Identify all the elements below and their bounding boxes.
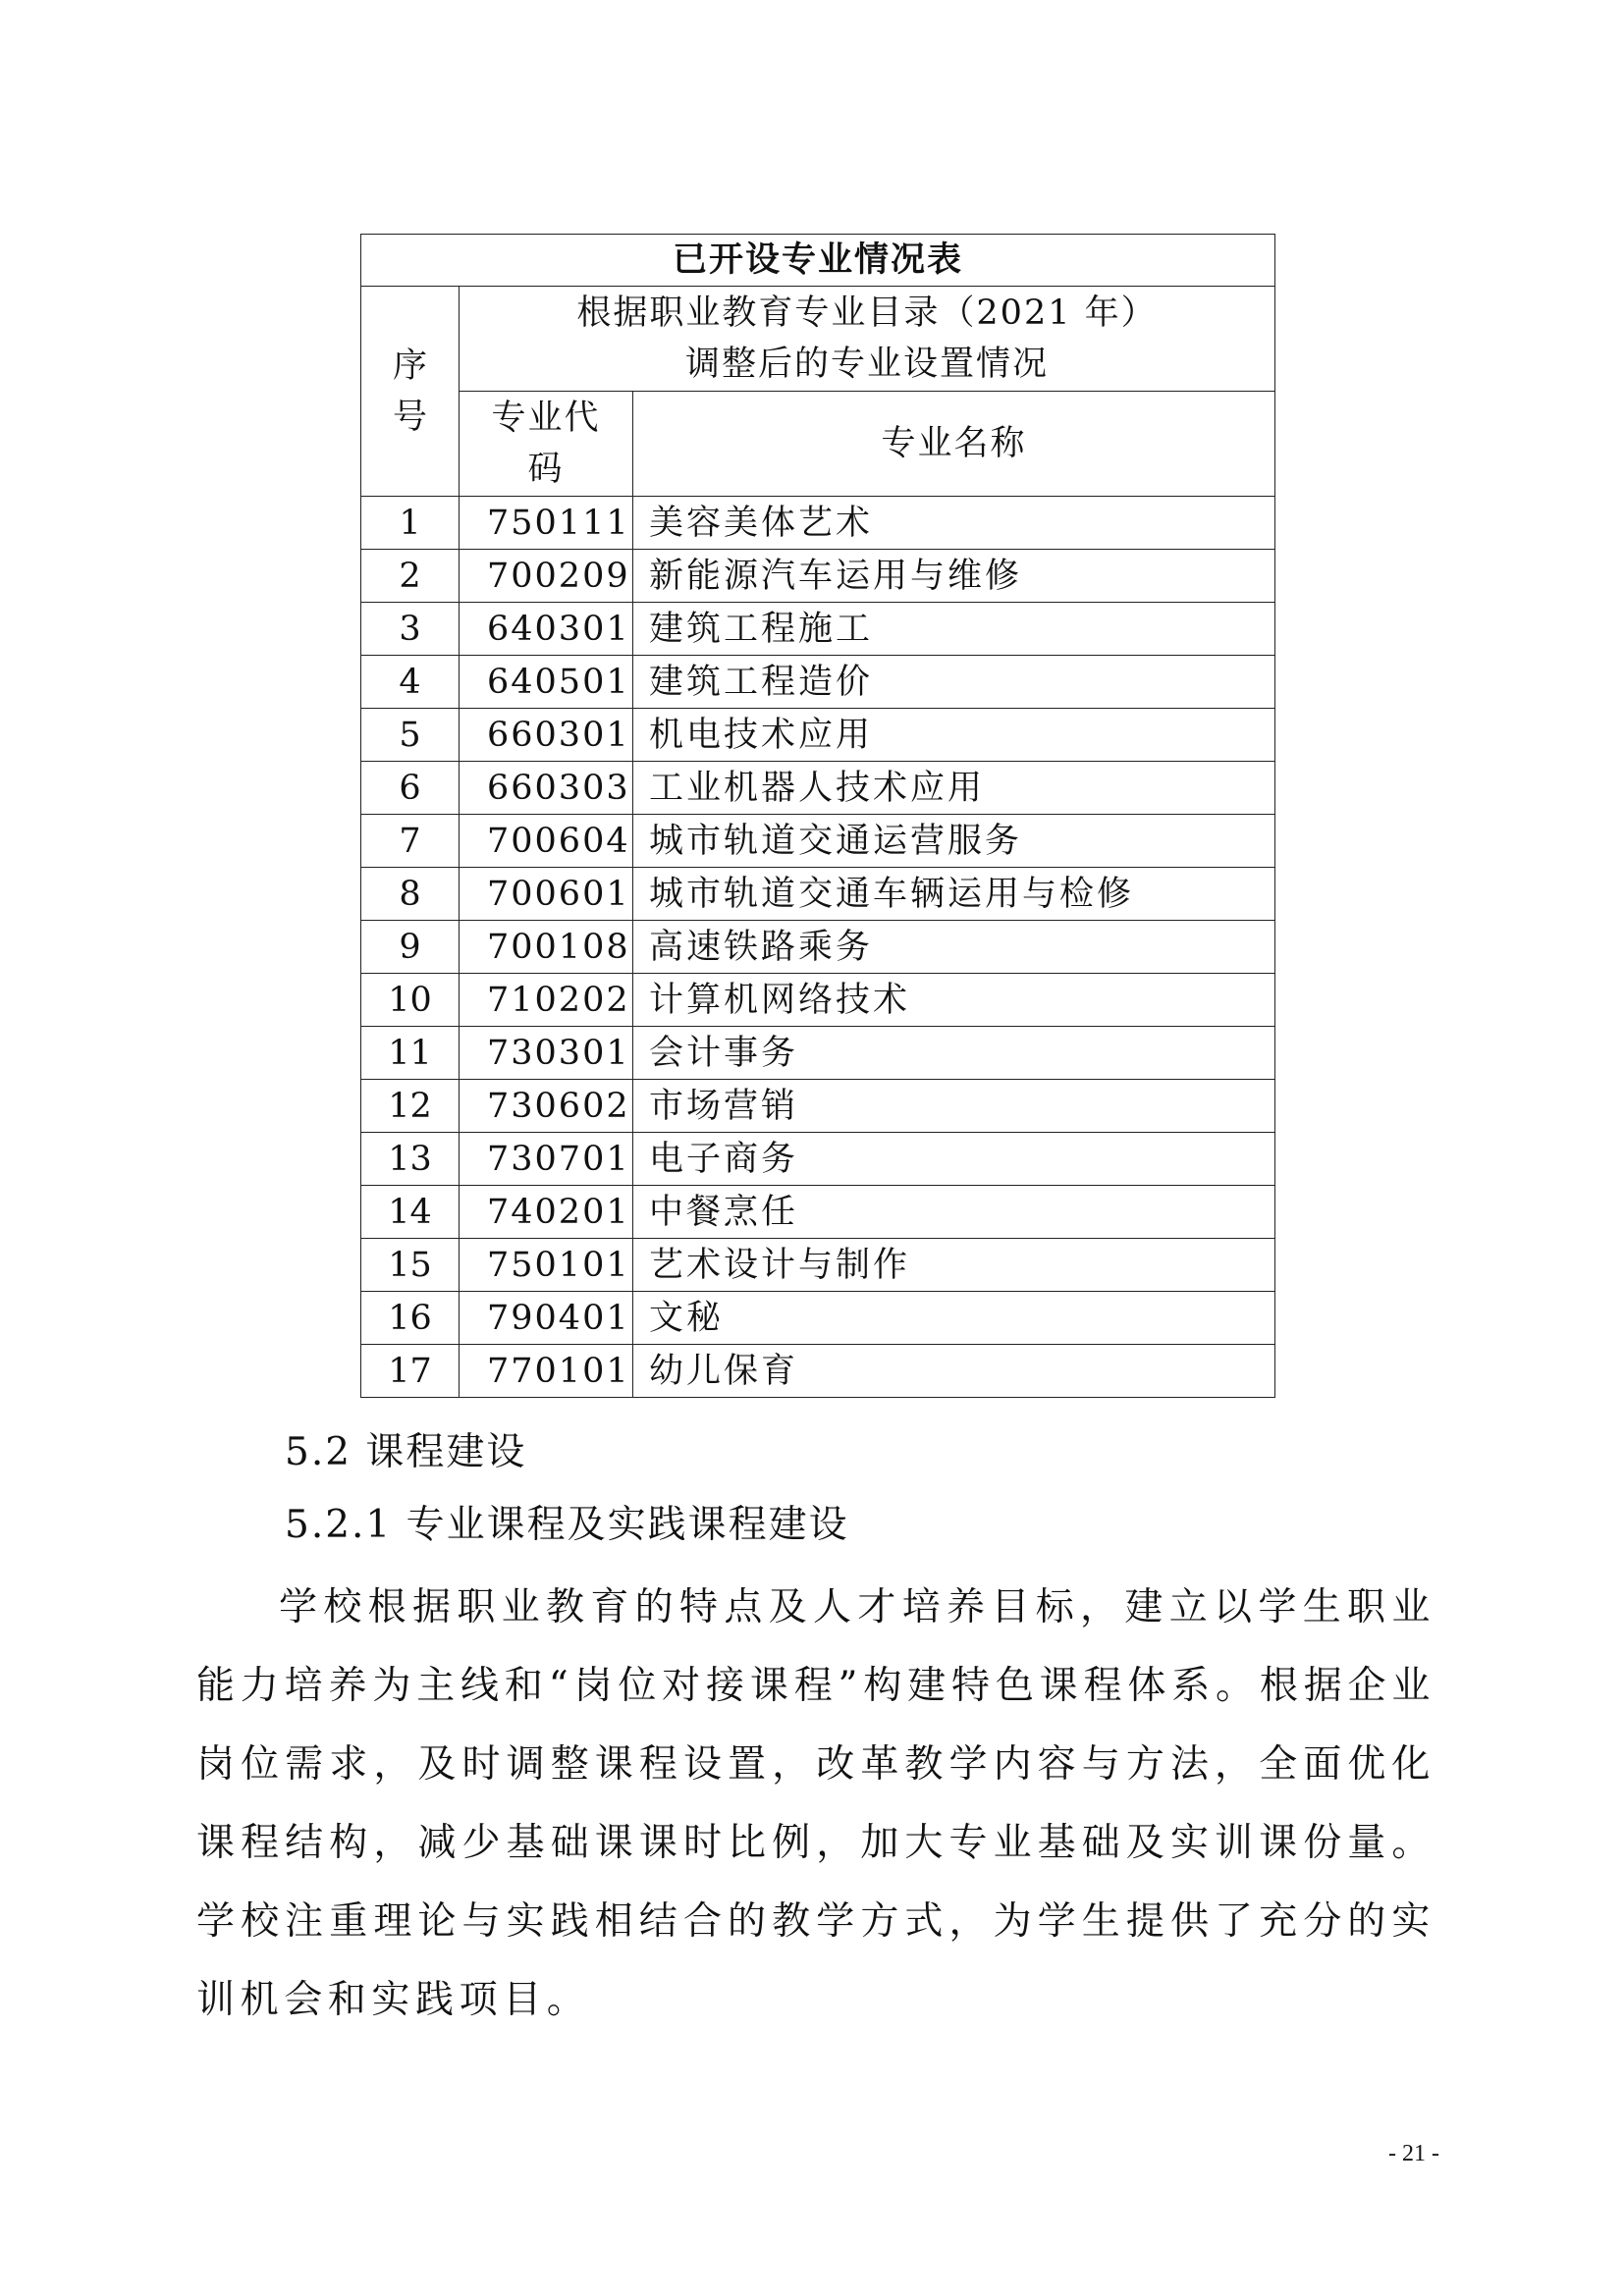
table-row xyxy=(361,550,1275,603)
seq-header-line2: 号 xyxy=(392,397,427,437)
table-row xyxy=(361,497,1275,550)
table-row xyxy=(361,1027,1275,1080)
table-row xyxy=(361,709,1275,762)
majors-table xyxy=(360,234,1275,1398)
name-cell: 美容美体艺术 xyxy=(633,497,1275,550)
name-cell: 市场营销 xyxy=(633,1080,1275,1133)
code-cell: 700209 xyxy=(460,550,633,603)
name-cell: 建筑工程施工 xyxy=(633,603,1275,656)
table-row xyxy=(361,1292,1275,1345)
name-cell: 城市轨道交通车辆运用与检修 xyxy=(633,868,1275,921)
code-cell: 730701 xyxy=(460,1133,633,1186)
table-subheader-row xyxy=(361,392,1275,497)
code-header-line1: 专业代 xyxy=(491,399,601,438)
table-row xyxy=(361,815,1275,868)
body-paragraph: 学校根据职业教育的特点及人才培养目标，建立以学生职业能力培养为主线和“岗位对接课程”构建特色课程体系。根据企业岗位需求，及时调整课程设置，改革教学内容与方法，全面优化课程结构，减少基础课课时比例，加大专业基础及实训课份量。学校注重理论与实践相结合的教学方式，为学生提供了充分的实训机会和实践项目。 xyxy=(196,1585,1435,2022)
table-row xyxy=(361,1133,1275,1186)
group-header-line2: 调整后的专业设置情况 xyxy=(685,345,1050,384)
name-header: 专业名称 xyxy=(633,392,1275,497)
code-cell: 730301 xyxy=(460,1027,633,1080)
table-row xyxy=(361,868,1275,921)
seq-cell: 13 xyxy=(361,1133,460,1186)
seq-header xyxy=(361,287,460,497)
code-cell: 790401 xyxy=(460,1292,633,1345)
code-cell: 660301 xyxy=(460,709,633,762)
table-row xyxy=(361,656,1275,709)
table-header-row xyxy=(361,287,1275,392)
table-row xyxy=(361,1345,1275,1398)
table-title-row xyxy=(361,235,1275,287)
seq-cell: 2 xyxy=(361,550,460,603)
seq-header-line1: 序 xyxy=(392,346,427,386)
seq-cell: 4 xyxy=(361,656,460,709)
name-cell: 中餐烹任 xyxy=(633,1186,1275,1239)
name-cell: 机电技术应用 xyxy=(633,709,1275,762)
code-cell: 710202 xyxy=(460,974,633,1027)
name-cell: 计算机网络技术 xyxy=(633,974,1275,1027)
page-number: - 21 - xyxy=(1388,2141,1439,2166)
name-cell: 工业机器人技术应用 xyxy=(633,762,1275,815)
table-row xyxy=(361,762,1275,815)
code-cell: 750101 xyxy=(460,1239,633,1292)
seq-cell: 12 xyxy=(361,1080,460,1133)
seq-cell: 9 xyxy=(361,921,460,974)
code-cell: 640501 xyxy=(460,656,633,709)
seq-cell: 17 xyxy=(361,1345,460,1398)
code-cell: 700604 xyxy=(460,815,633,868)
seq-cell: 8 xyxy=(361,868,460,921)
group-header-line1: 根据职业教育专业目录（2021 年） xyxy=(576,294,1158,333)
seq-cell: 7 xyxy=(361,815,460,868)
section-heading: 5.2 课程建设 xyxy=(285,1430,527,1474)
table-row xyxy=(361,603,1275,656)
section-subheading: 5.2.1 专业课程及实践课程建设 xyxy=(285,1503,849,1547)
seq-cell: 5 xyxy=(361,709,460,762)
name-cell: 高速铁路乘务 xyxy=(633,921,1275,974)
group-header xyxy=(460,287,1275,392)
code-cell: 660303 xyxy=(460,762,633,815)
name-cell: 建筑工程造价 xyxy=(633,656,1275,709)
name-cell: 幼儿保育 xyxy=(633,1345,1275,1398)
seq-cell: 1 xyxy=(361,497,460,550)
name-cell: 电子商务 xyxy=(633,1133,1275,1186)
seq-cell: 14 xyxy=(361,1186,460,1239)
seq-cell: 6 xyxy=(361,762,460,815)
name-cell: 城市轨道交通运营服务 xyxy=(633,815,1275,868)
table-row xyxy=(361,1239,1275,1292)
seq-cell: 10 xyxy=(361,974,460,1027)
table-title: 已开设专业情况表 xyxy=(361,235,1275,287)
seq-cell: 16 xyxy=(361,1292,460,1345)
code-header xyxy=(460,392,633,497)
name-cell: 会计事务 xyxy=(633,1027,1275,1080)
table-row xyxy=(361,1080,1275,1133)
code-cell: 740201 xyxy=(460,1186,633,1239)
code-cell: 730602 xyxy=(460,1080,633,1133)
code-cell: 700601 xyxy=(460,868,633,921)
seq-cell: 15 xyxy=(361,1239,460,1292)
code-cell: 640301 xyxy=(460,603,633,656)
seq-cell: 3 xyxy=(361,603,460,656)
table-row xyxy=(361,974,1275,1027)
name-cell: 艺术设计与制作 xyxy=(633,1239,1275,1292)
table-row xyxy=(361,1186,1275,1239)
code-cell: 700108 xyxy=(460,921,633,974)
table-row xyxy=(361,921,1275,974)
code-cell: 770101 xyxy=(460,1345,633,1398)
code-header-line2: 码 xyxy=(527,450,565,489)
code-cell: 750111 xyxy=(460,497,633,550)
seq-cell: 11 xyxy=(361,1027,460,1080)
name-cell: 文秘 xyxy=(633,1292,1275,1345)
name-cell: 新能源汽车运用与维修 xyxy=(633,550,1275,603)
